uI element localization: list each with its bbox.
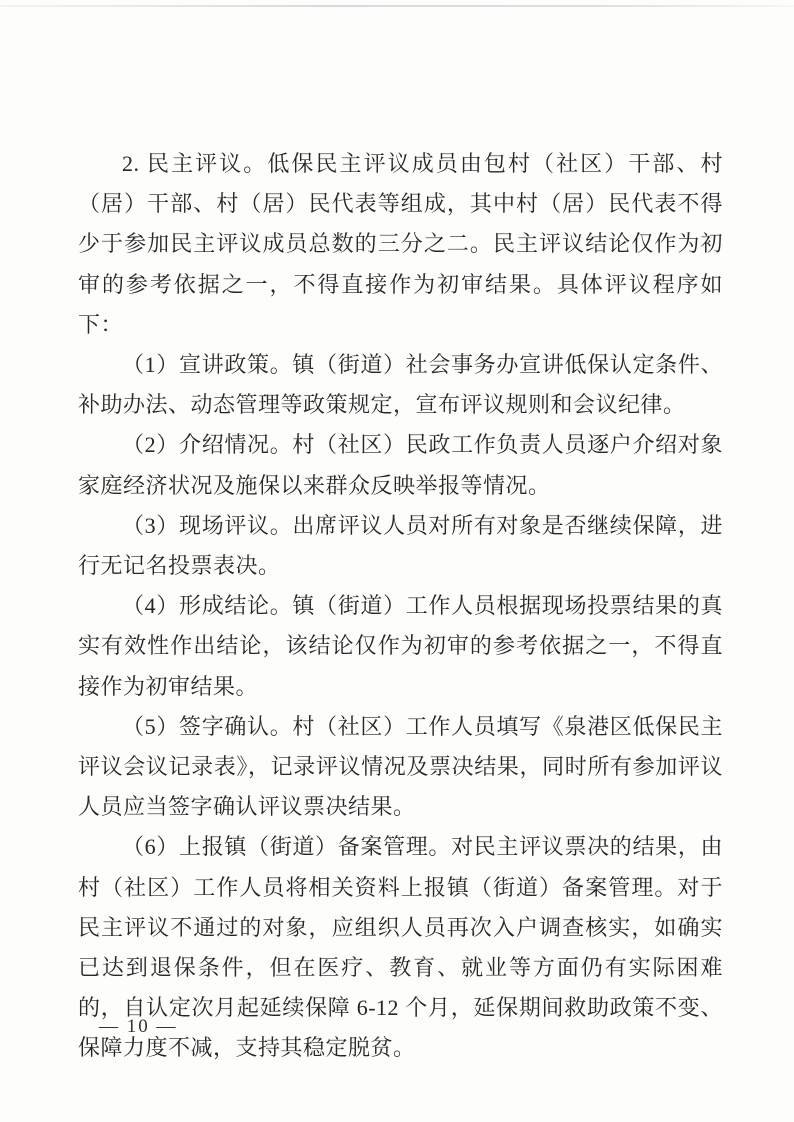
page-number: — 10 — [99, 1016, 178, 1037]
document-body [78, 144, 723, 1069]
paragraph-item-6: （6）上报镇（街道）备案管理。对民主评议票决的结果，由村（社区）工作人员将相关资料上报镇（街道）备案管理。对于民主评议不通过的对象，应组织人员再次入户调查核实，如确实已达到退保条件，但在医疗、教育、就业等方面仍有实际困难的，自认定次月起延续保障 6-12 个月，延保期间救助政策不变、保障力度不减，支持其稳定脱贫。 [78, 834, 723, 1061]
scan-edge-artifact [0, 5, 794, 7]
paragraph-item-2: （2）介绍情况。村（社区）民政工作负责人员逐户介绍对象家庭经济状况及施保以来群众反映举报等情况。 [78, 432, 723, 498]
paragraph-item-1: （1）宣讲政策。镇（街道）社会事务办宣讲低保认定条件、补助办法、动态管理等政策规定，宣布评议规则和会议纪律。 [78, 352, 723, 418]
paragraph-item-4: （4）形成结论。镇（街道）工作人员根据现场投票结果的真实有效性作出结论，该结论仅作为初审的参考依据之一，不得直接作为初审结果。 [78, 593, 723, 699]
paragraph-item-3: （3）现场评议。出席评议人员对所有对象是否继续保障，进行无记名投票表决。 [78, 512, 723, 579]
paragraph-intro: 2. 民主评议。低保民主评议成员由包村（社区）干部、村（居）干部、村（居）民代表等组成，其中村（居）民代表不得少于参加民主评议成员总数的三分之二。民主评议结论仅作为初审的参考依据之一，不得直接作为初审结果。具体评议程序如下： [78, 151, 723, 337]
paragraph-item-5: （5）签字确认。村（社区）工作人员填写《泉港区低保民主评议会议记录表》，记录评议情况及票决结果，同时所有参加评议人员应当签字确认评议票决结果。 [78, 713, 723, 820]
